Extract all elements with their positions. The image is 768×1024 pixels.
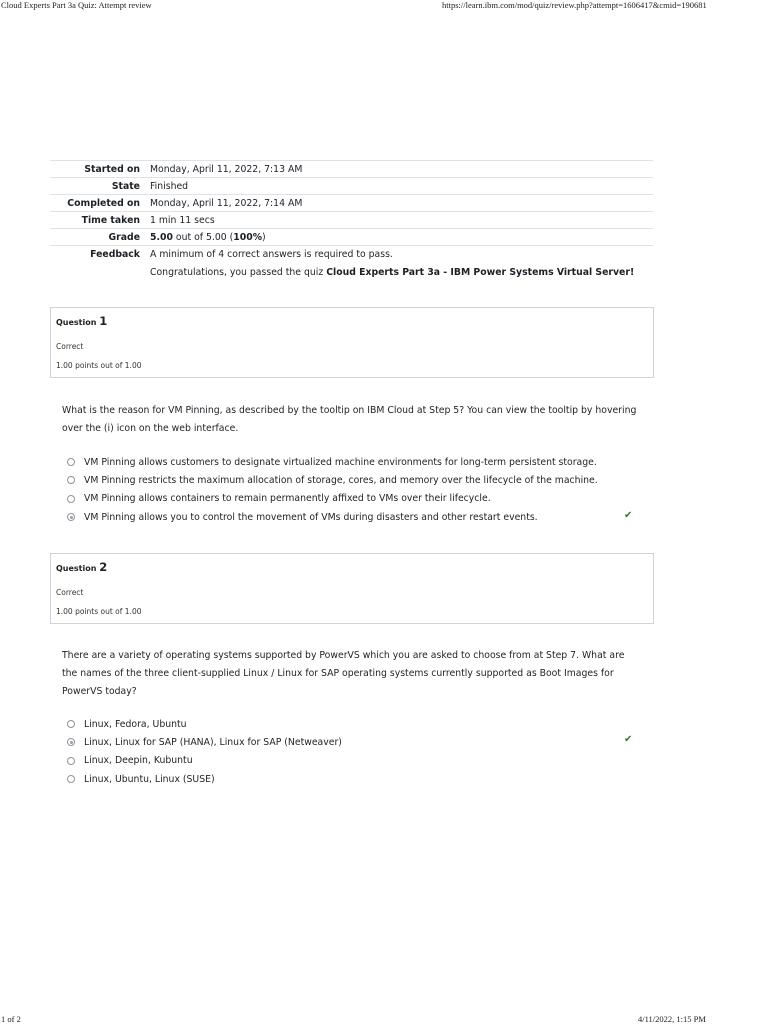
summary-row-grade xyxy=(50,229,653,246)
summary-value xyxy=(146,246,653,283)
quiz-name: Cloud Experts Part 3a - IBM Power Systems Virtual Server! xyxy=(326,267,635,278)
print-footer xyxy=(0,1014,768,1024)
summary-value: Monday, April 11, 2022, 7:14 AM xyxy=(150,198,303,209)
grade-mid: out of 5.00 ( xyxy=(172,232,234,243)
summary-value: Monday, April 11, 2022, 7:13 AM xyxy=(150,164,303,175)
summary-label: Completed on xyxy=(67,198,140,209)
answer-label: Linux, Ubuntu, Linux (SUSE) xyxy=(84,773,215,785)
question-state: Correct xyxy=(56,588,84,597)
answer-label: VM Pinning allows containers to remain permanently affixed to VMs over their lifecycle. xyxy=(84,493,491,505)
radio-button-checked[interactable] xyxy=(67,513,75,521)
question-1-answers xyxy=(67,453,647,526)
answer-option[interactable] xyxy=(67,715,647,733)
print-header-title: Cloud Experts Part 3a Quiz: Attempt review xyxy=(1,0,152,10)
summary-label: Time taken xyxy=(81,215,140,226)
print-header-url: https://learn.ibm.com/mod/quiz/review.php?attempt=1606417&cmid=190681 xyxy=(442,0,707,10)
summary-row-state xyxy=(50,178,653,195)
question-number xyxy=(56,560,107,574)
summary-value: Finished xyxy=(150,181,189,192)
answer-label: VM Pinning allows you to control the movement of VMs during disasters and other restart events. xyxy=(84,511,538,523)
question-number-value: 1 xyxy=(99,314,108,328)
grade-end: ) xyxy=(262,232,266,243)
question-1-info xyxy=(50,307,654,378)
answer-label: Linux, Linux for SAP (HANA), Linux for SAP (Netweaver) xyxy=(84,736,342,748)
correct-check-icon: ✔ xyxy=(624,509,633,521)
answer-option[interactable] xyxy=(67,752,647,770)
summary-label: Feedback xyxy=(90,249,140,260)
summary-row-started-on xyxy=(50,161,653,178)
question-1-text: What is the reason for VM Pinning, as described by the tooltip on IBM Cloud at Step 5? You can view the tooltip by hovering over the (i) icon on the web interface. xyxy=(62,405,637,434)
question-grade: 1.00 points out of 1.00 xyxy=(56,607,142,616)
question-2-info xyxy=(50,553,654,624)
answer-option[interactable] xyxy=(67,490,647,508)
print-header xyxy=(0,0,768,12)
answer-label: VM Pinning restricts the maximum allocation of storage, cores, and memory over the lifecycle of the machine. xyxy=(84,474,598,486)
summary-value xyxy=(146,229,653,245)
question-number xyxy=(56,314,107,328)
question-number-value: 2 xyxy=(99,560,108,574)
radio-button-checked[interactable] xyxy=(67,738,75,746)
grade-percent: 100% xyxy=(233,232,263,243)
feedback-line-1: A minimum of 4 correct answers is required to pass. xyxy=(150,249,393,260)
summary-label: Grade xyxy=(108,232,140,243)
radio-button[interactable] xyxy=(67,476,75,484)
print-datetime: 4/11/2022, 1:15 PM xyxy=(638,1014,706,1024)
summary-row-completed-on xyxy=(50,195,653,212)
question-2-text: There are a variety of operating systems supported by PowerVS which you are asked to choose from at Step 7. What are the names of the three client-supplied Linux / Linux for SAP operating systems currently supported as Boot Images for PowerVS today? xyxy=(62,650,625,697)
answer-label: VM Pinning allows customers to designate virtualized machine environments for long-term persistent storage. xyxy=(84,456,597,468)
summary-label: State xyxy=(111,181,140,192)
question-label: Question xyxy=(56,564,100,573)
radio-button[interactable] xyxy=(67,495,75,503)
answer-option-selected[interactable] xyxy=(67,508,647,526)
answer-label: Linux, Deepin, Kubuntu xyxy=(84,755,193,767)
feedback-prefix: Congratulations, you passed the quiz xyxy=(150,267,327,278)
answer-label: Linux, Fedora, Ubuntu xyxy=(84,718,187,730)
radio-button[interactable] xyxy=(67,757,75,765)
summary-row-feedback xyxy=(50,246,653,283)
correct-check-icon: ✔ xyxy=(624,734,633,746)
summary-label: Started on xyxy=(84,164,140,175)
answer-option[interactable] xyxy=(67,770,647,788)
summary-value: 1 min 11 secs xyxy=(150,215,215,226)
question-state: Correct xyxy=(56,342,84,351)
question-grade: 1.00 points out of 1.00 xyxy=(56,361,142,370)
answer-option[interactable] xyxy=(67,471,647,489)
radio-button[interactable] xyxy=(67,720,75,728)
answer-option[interactable] xyxy=(67,453,647,471)
summary-row-time-taken xyxy=(50,212,653,229)
grade-score: 5.00 xyxy=(150,232,173,243)
feedback-line-2 xyxy=(150,264,653,281)
radio-button[interactable] xyxy=(67,458,75,466)
question-label: Question xyxy=(56,318,100,327)
answer-option-selected[interactable] xyxy=(67,733,647,751)
attempt-summary-table xyxy=(50,160,653,283)
page-number: 1 of 2 xyxy=(1,1014,21,1024)
question-2-answers xyxy=(67,715,647,788)
radio-button[interactable] xyxy=(67,775,75,783)
